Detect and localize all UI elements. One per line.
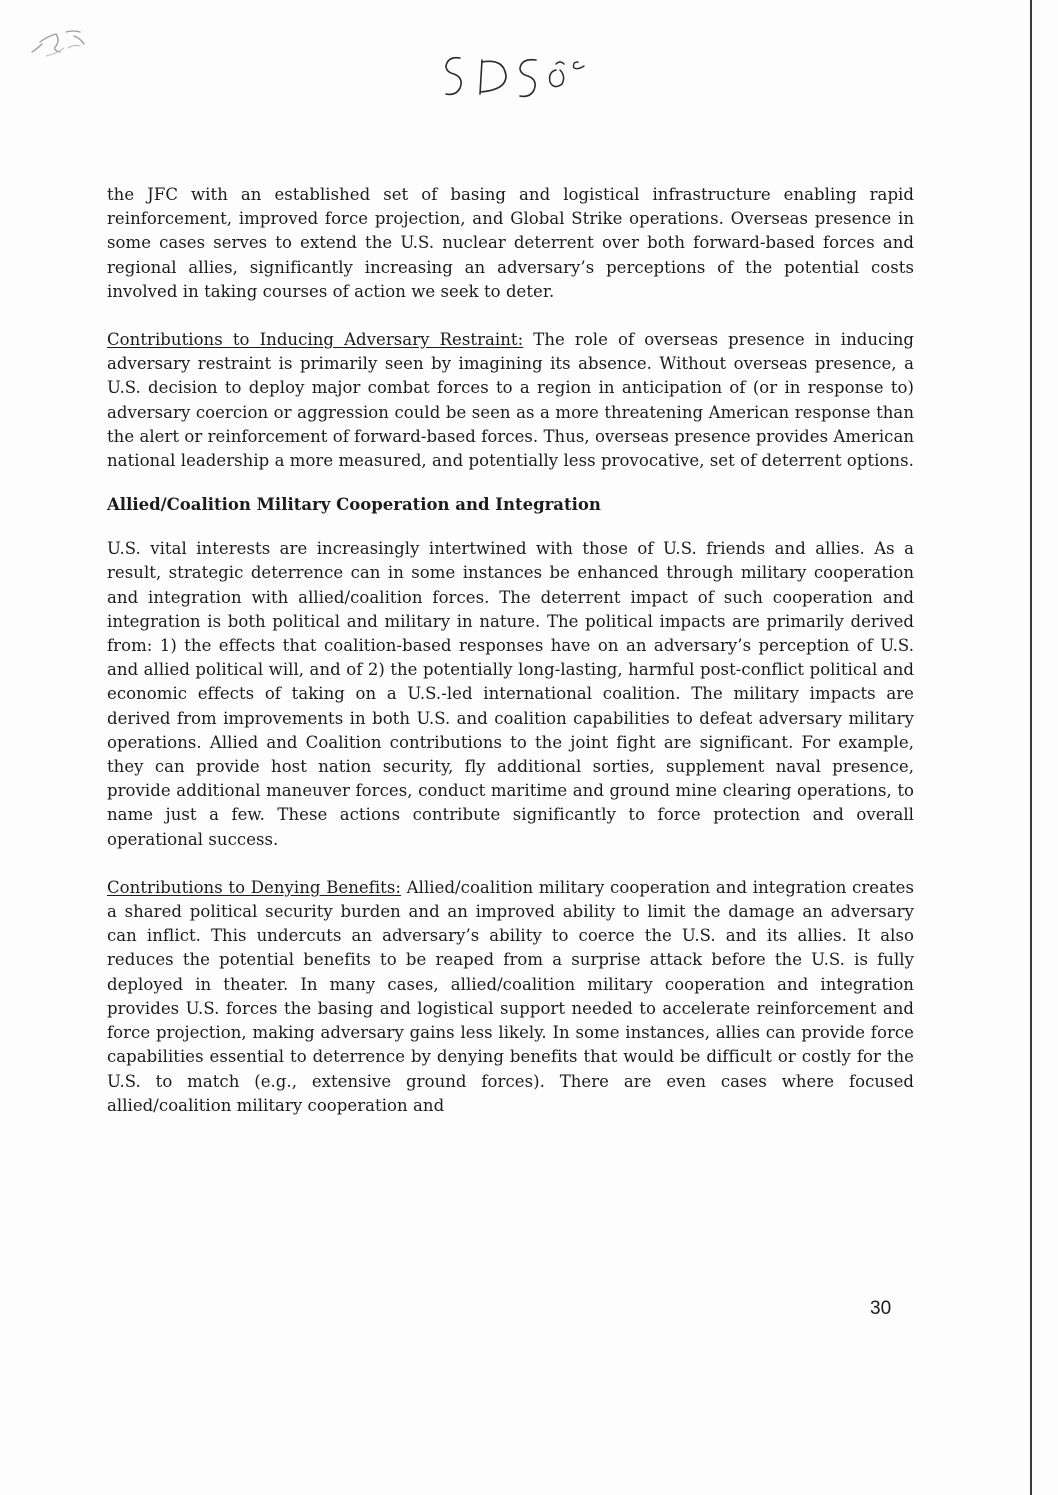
page-number: 30	[870, 1298, 892, 1319]
subheading-inducing-restraint: Contributions to Inducing Adversary Restraint:	[107, 330, 524, 350]
paragraph-text: Allied/coalition military cooperation and integration creates a shared political security burden and an improved ability to limit the damage an adversary can inflict. This undercuts an adversary’s ability to coerce the U.S. and its allies. It also reduces the potential benefits to be reaped from a surprise attack before the U.S. is fully deployed in theater. In many cases, allied/coalition military cooperation and integration provides U.S. forces the basing and logistical support needed to accelerate reinforcement and force projection, making adversary gains less likely. In some instances, allies can provide force capabilities essential to deterrence by denying benefits that would be difficult or costly for the U.S. to match (e.g., extensive ground forces). There are even cases where focused allied/coalition military cooperation and	[107, 877, 914, 1115]
paragraph-text: U.S. vital interests are increasingly intertwined with those of U.S. friends and allies. As a result, strategic deterrence can in some instances be enhanced through military cooperation and integration with allied/coalition forces. The deterrent impact of such cooperation and integration is both political and military in nature. The political impacts are primarily derived from: 1) the effects that coalition-based responses have on an adversary’s perception of U.S. and allied political will, and of 2) the potentially long-lasting, harmful post-conflict political and economic effects of taking on a U.S.-led international coalition. The military impacts are derived from improvements in both U.S. and coalition capabilities to defeat adversary military operations. Allied and Coalition contributions to the joint fight are significant. For example, they can provide host nation security, fly additional sorties, supplement naval presence, provide additional maneuver forces, conduct maritime and ground mine clearing operations, to name just a few. These actions contribute significantly to force protection and overall operational success.	[107, 539, 914, 849]
handwritten-annotation	[438, 40, 638, 100]
paragraph-text: The role of overseas presence in inducing adversary restraint is primarily seen by imagining its absence. Without overseas presence, a U.S. decision to deploy major combat forces to a region in anticipation of (or in response to) adversary coercion or aggression could be seen as a more threatening American response than the alert or reinforcement of forward-based forces. Thus, overseas presence provides American national leadership a more measured, and potentially less provocative, set of deterrent options.	[107, 330, 915, 471]
paragraph-denying-benefits	[107, 876, 914, 1118]
corner-scribble-mark	[26, 22, 96, 64]
paragraph-inducing-restraint	[107, 328, 914, 473]
document-body	[107, 183, 914, 1118]
section-heading: Allied/Coalition Military Cooperation and Integration	[107, 495, 601, 515]
scan-edge-line	[1030, 0, 1032, 1495]
paragraph-overseas-presence	[107, 183, 914, 304]
paragraph-text: the JFC with an established set of basing and logistical infrastructure enabling rapid reinforcement, improved force projection, and Global Strike operations. Overseas presence in some cases serves to extend the U.S. nuclear deterrent over both forward-based forces and regional allies, significantly increasing an adversary’s perceptions of the potential costs involved in taking courses of action we seek to deter.	[107, 185, 914, 301]
paragraph-vital-interests	[107, 537, 914, 852]
subheading-denying-benefits: Contributions to Denying Benefits:	[107, 877, 401, 897]
